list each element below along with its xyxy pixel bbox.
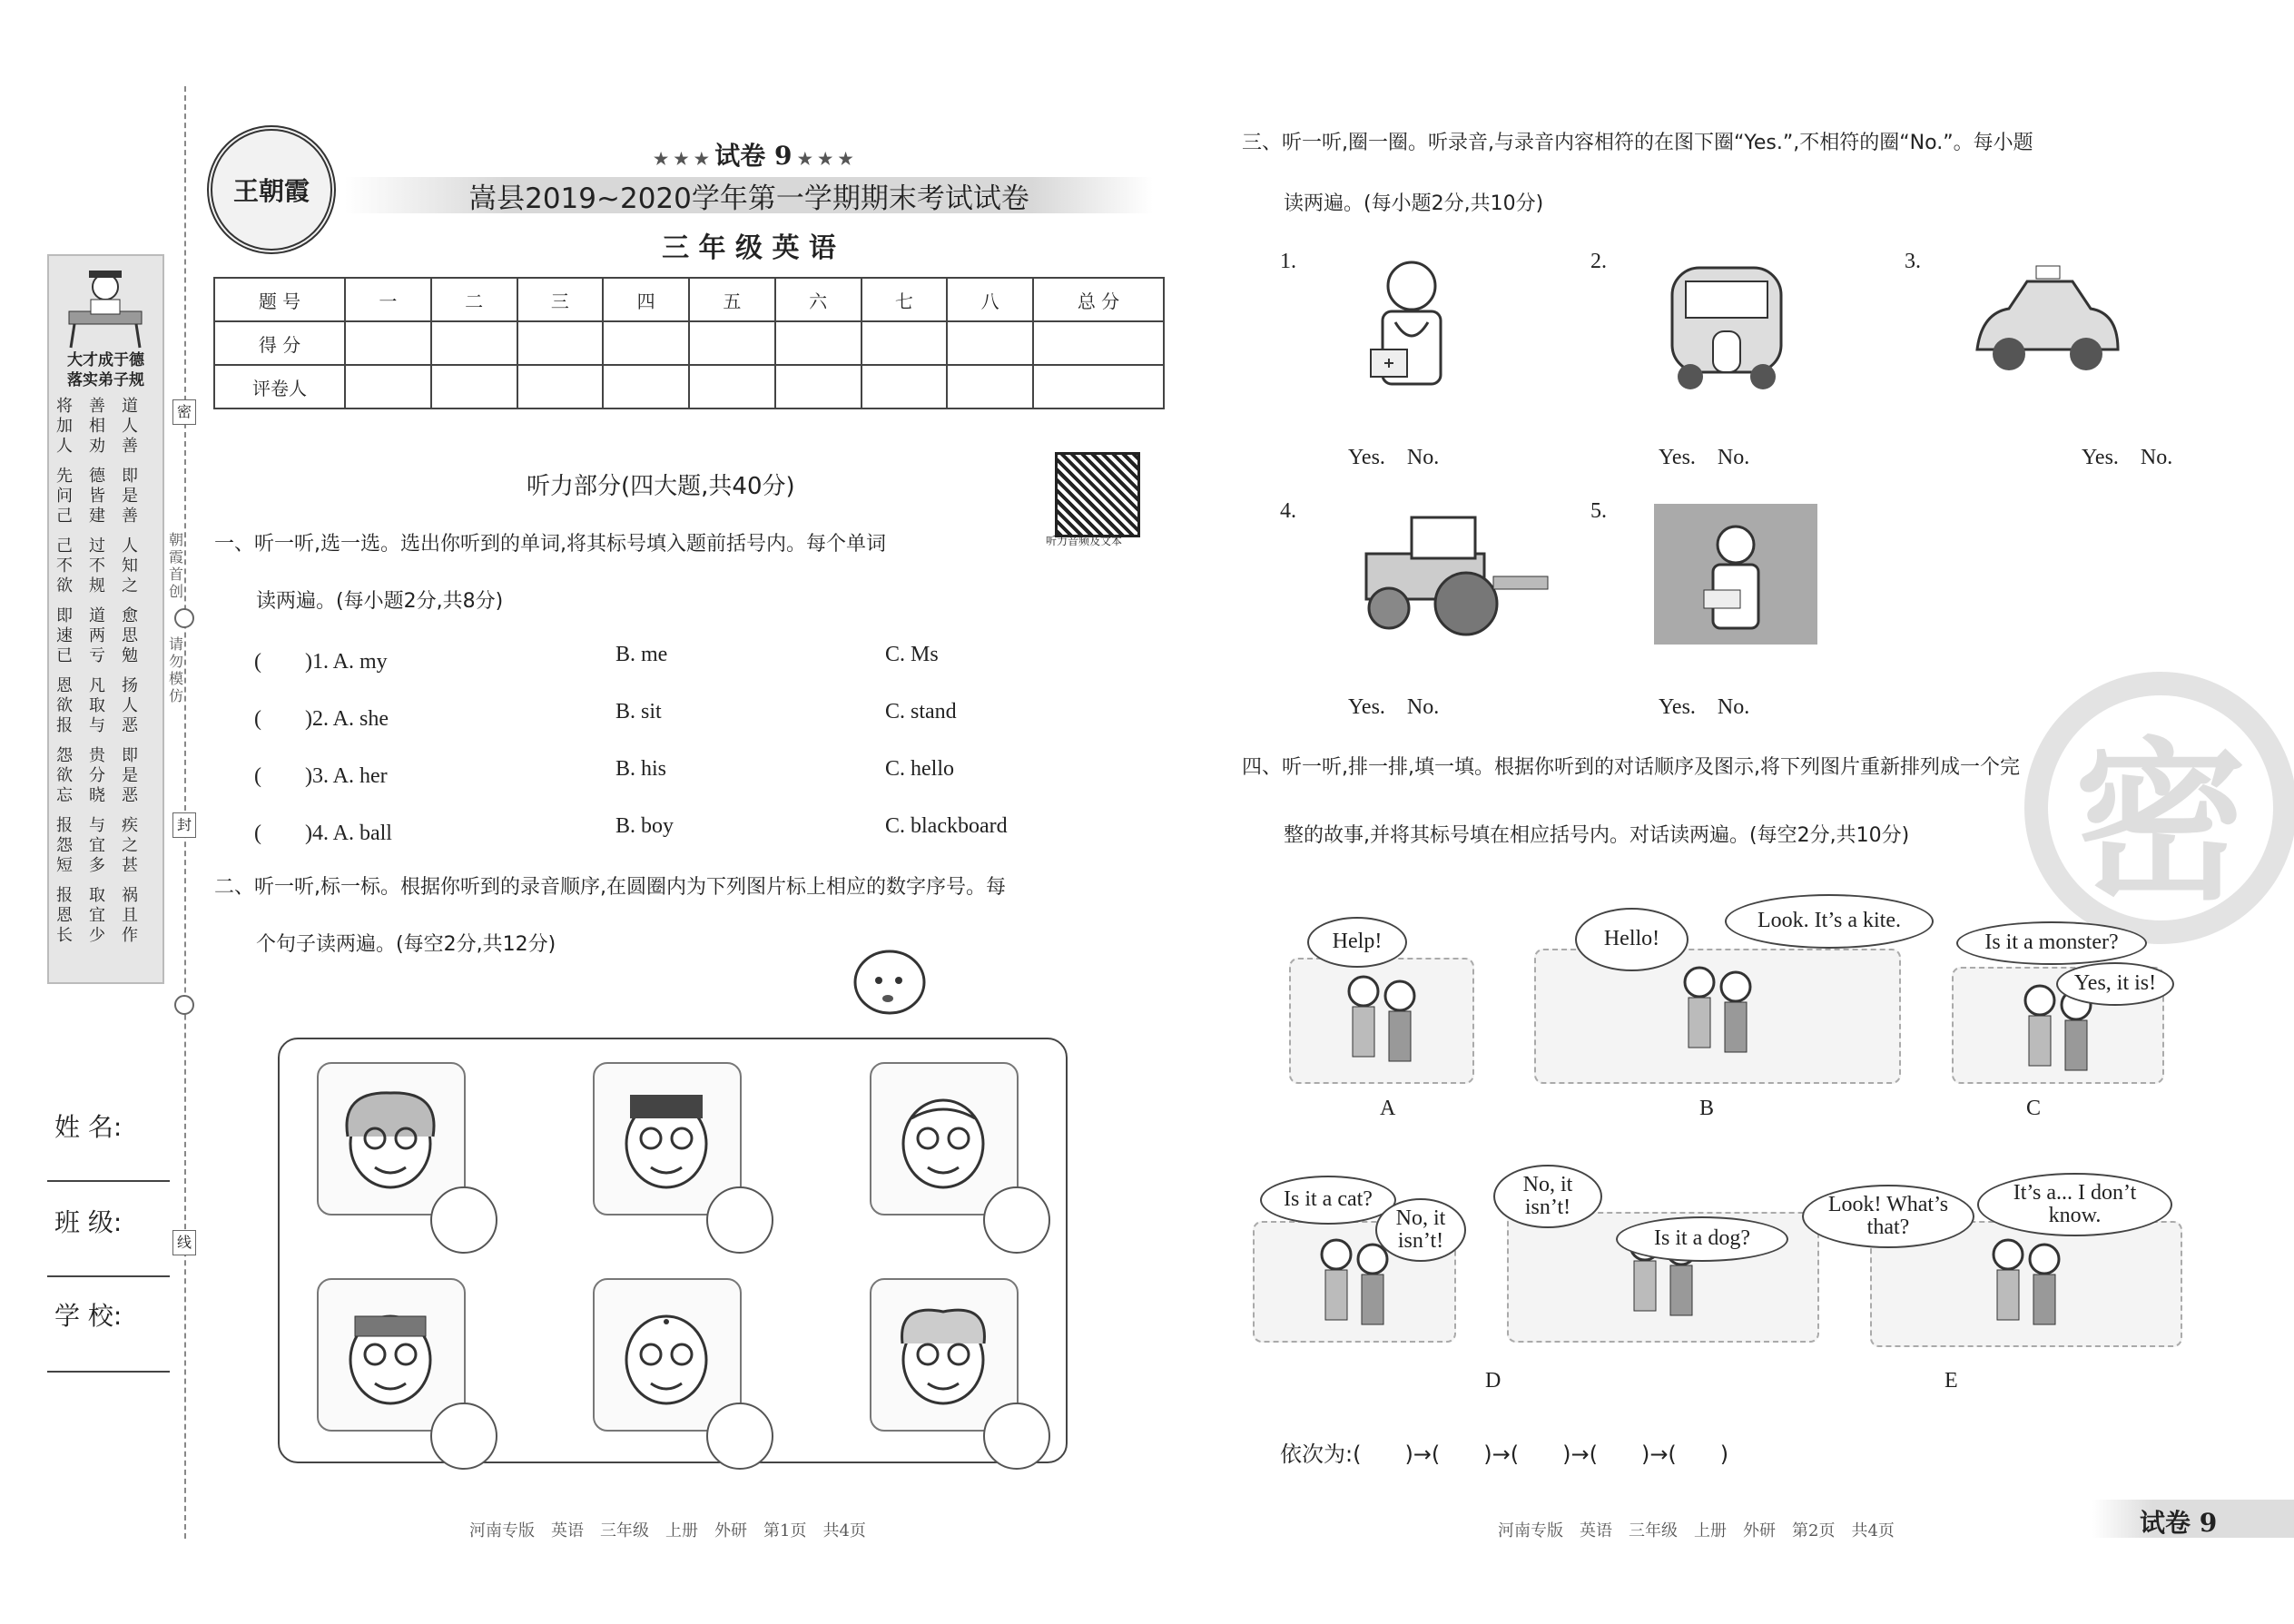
section2-instruction: 二、听一听,标一标。根据你听到的录音顺序,在圆圈内为下列图片标上相应的数字序号。每 xyxy=(214,876,1006,899)
poem-column: 过不规 xyxy=(89,536,105,595)
section1-instruction-2: 读两遍。(每小题2分,共8分) xyxy=(256,590,504,613)
speech-bubble: Look! What’s that? xyxy=(1802,1185,1974,1248)
grader-cell[interactable] xyxy=(345,365,431,408)
section3-instruction: 三、听一听,圈一圈。听录音,与录音内容相符的在图下圈“Yes.”,不相符的圈“No.”。每小题 xyxy=(1242,132,2033,154)
publisher-logo xyxy=(207,125,336,254)
score-row-label: 得 分 xyxy=(214,321,345,365)
speech-bubble: Yes, it is! xyxy=(2056,962,2174,1006)
paper-number: ★ ★ ★ 试卷 9 ★ ★ ★ xyxy=(654,141,853,171)
s3-item-2-number: 2. xyxy=(1590,250,1607,273)
poem-column: 道两亏 xyxy=(89,606,105,665)
poem-column: 将加人 xyxy=(56,397,73,456)
poem-column: 己不欲 xyxy=(56,536,73,595)
s1-item-3-a[interactable]: ( )3. A. her xyxy=(254,764,388,788)
poem-column: 人知之 xyxy=(122,536,138,595)
exam-title: 嵩县2019~2020学年第一学期期末考试试卷 xyxy=(468,182,1029,215)
kids-icon xyxy=(1336,969,1427,1072)
person-icon xyxy=(322,1289,458,1420)
section4-instruction-2: 整的故事,并将其标号填在相应括号内。对话读两遍。(每空2分,共10分) xyxy=(1284,824,1910,847)
s1-item-3-b: B. his xyxy=(615,757,667,781)
score-cell[interactable] xyxy=(689,321,775,365)
footer-left: 河南专版 英语 三年级 上册 外研 第1页 共4页 xyxy=(469,1521,866,1540)
footer-right: 河南专版 英语 三年级 上册 外研 第2页 共4页 xyxy=(1498,1521,1895,1540)
qr-code[interactable] xyxy=(1055,452,1140,537)
poem-column: 与宜多 xyxy=(89,816,105,875)
fold-mark-1: 密 xyxy=(172,399,196,425)
sidebar-dot-icon xyxy=(174,608,194,628)
grader-cell[interactable] xyxy=(947,365,1033,408)
poem-column: 扬人恶 xyxy=(122,676,138,735)
answer-circle[interactable] xyxy=(706,1186,773,1254)
poem-column: 恩欲报 xyxy=(56,676,73,735)
score-row xyxy=(214,321,1164,365)
grader-cell[interactable] xyxy=(861,365,948,408)
s1-item-1-b: B. me xyxy=(615,643,668,666)
score-header-cell: 题 号 xyxy=(214,278,345,321)
story-picture xyxy=(1289,958,1474,1084)
story-label-B: B xyxy=(1699,1097,1715,1120)
section4-instruction: 四、听一听,排一排,填一填。根据你听到的对话顺序及图示,将下列图片重新排列成一个完 xyxy=(1242,756,2020,779)
poem-column: 凡取与 xyxy=(89,676,105,735)
school-field[interactable] xyxy=(47,1371,170,1373)
grader-cell[interactable] xyxy=(431,365,517,408)
score-cell[interactable] xyxy=(1033,321,1164,365)
score-header-cell: 三 xyxy=(517,278,604,321)
doctor-icon xyxy=(1339,250,1484,399)
poem-column: 善相劝 xyxy=(89,397,105,456)
s3-item-4-yes-no[interactable]: Yes. No. xyxy=(1348,695,1440,719)
answer-line: 依次为:( )→( )→( )→( )→( ) xyxy=(1280,1442,1729,1467)
score-cell[interactable] xyxy=(345,321,431,365)
score-table-header-row xyxy=(214,278,1164,321)
score-table xyxy=(213,277,1165,409)
score-cell[interactable] xyxy=(861,321,948,365)
s3-item-5-yes-no[interactable]: Yes. No. xyxy=(1659,695,1750,719)
grader-cell[interactable] xyxy=(775,365,861,408)
class-label: 班 级: xyxy=(54,1207,123,1237)
answer-circle[interactable] xyxy=(983,1403,1050,1470)
teacher-icon xyxy=(1649,499,1822,653)
person-icon xyxy=(875,1073,1011,1204)
speech-bubble: Help! xyxy=(1307,917,1407,968)
poem-column: 道人善 xyxy=(122,397,138,456)
section1-instruction: 一、听一听,选一选。选出你听到的单词,将其标号填入题前括号内。每个单词 xyxy=(214,533,886,556)
motto-top: 大才成于德 xyxy=(67,351,144,369)
badge-text: 试卷 9 xyxy=(2140,1508,2218,1538)
copyright-note-1: 朝霞首创 xyxy=(169,531,184,600)
person-icon xyxy=(875,1289,1011,1420)
speech-bubble: Is it a monster? xyxy=(1956,921,2147,965)
poem-column: 疾之甚 xyxy=(122,816,138,875)
poem-column: 即是恶 xyxy=(122,746,138,805)
sidebar-dot-icon xyxy=(174,995,194,1015)
logo-text: 王朝霞 xyxy=(232,176,310,206)
motto-bottom: 落实弟子规 xyxy=(67,371,144,389)
s1-item-1-c: C. Ms xyxy=(885,643,939,666)
paper-badge xyxy=(2092,1500,2294,1538)
person-icon xyxy=(322,1073,458,1204)
s3-item-3-number: 3. xyxy=(1905,250,1921,273)
copyright-note-2: 请勿模仿 xyxy=(169,635,184,704)
exam-subtitle: 三 年 级 英 语 xyxy=(662,232,836,264)
tractor-icon xyxy=(1339,499,1557,648)
poem-column: 取宜少 xyxy=(89,886,105,945)
poem-column: 德皆建 xyxy=(89,467,105,526)
s3-item-5-number: 5. xyxy=(1590,499,1607,523)
score-header-cell: 总 分 xyxy=(1033,278,1164,321)
speech-bubble: No, it isn’t! xyxy=(1375,1198,1466,1262)
poem-column: 即速已 xyxy=(56,606,73,665)
section3-instruction-2: 读两遍。(每小题2分,共10分) xyxy=(1284,192,1544,215)
poem-column: 祸且作 xyxy=(122,886,138,945)
qr-caption: 听力音频及文本 xyxy=(1046,535,1123,547)
speech-bubble: Look. It’s a kite. xyxy=(1725,894,1934,949)
grader-cell[interactable] xyxy=(1033,365,1164,408)
grader-row-label: 评卷人 xyxy=(214,365,345,408)
score-header-cell: 七 xyxy=(861,278,948,321)
speech-bubble: It’s a... I don’t know. xyxy=(1977,1173,2172,1236)
s1-item-2-a[interactable]: ( )2. A. she xyxy=(254,707,389,731)
s3-item-4-number: 4. xyxy=(1280,499,1296,523)
score-header-cell: 八 xyxy=(947,278,1033,321)
name-label: 姓 名: xyxy=(54,1112,123,1142)
score-cell[interactable] xyxy=(431,321,517,365)
poem-column: 先问己 xyxy=(56,467,73,526)
s1-item-4-a[interactable]: ( )4. A. ball xyxy=(254,822,392,845)
poem-column: 报恩长 xyxy=(56,886,73,945)
person-icon xyxy=(598,1289,734,1420)
grader-cell[interactable] xyxy=(603,365,689,408)
s3-item-3-yes-no[interactable]: Yes. No. xyxy=(2082,446,2173,469)
s3-item-1-yes-no[interactable]: Yes. No. xyxy=(1348,446,1440,469)
poem-column: 报怨短 xyxy=(56,816,73,875)
kids-icon xyxy=(1672,960,1763,1063)
watermark: 密 xyxy=(2024,672,2294,944)
speech-bubble: Hello! xyxy=(1575,908,1689,971)
score-cell[interactable] xyxy=(603,321,689,365)
answer-circle[interactable] xyxy=(430,1403,497,1470)
score-header-cell: 一 xyxy=(345,278,431,321)
poem-column: 贵分晓 xyxy=(89,746,105,805)
s1-item-1-a[interactable]: ( )1. A. my xyxy=(254,650,388,674)
score-cell[interactable] xyxy=(947,321,1033,365)
grader-row xyxy=(214,365,1164,408)
s1-item-2-c: C. stand xyxy=(885,700,957,723)
s1-item-4-b: B. boy xyxy=(615,814,674,838)
speech-bubble: No, it isn’t! xyxy=(1493,1165,1602,1228)
story-label-D: D xyxy=(1485,1369,1501,1393)
answer-circle[interactable] xyxy=(706,1403,773,1470)
score-cell[interactable] xyxy=(517,321,604,365)
story-label-C: C xyxy=(2026,1097,2042,1120)
fold-mark-3: 线 xyxy=(172,1230,196,1255)
car-icon xyxy=(1964,250,2127,399)
grader-cell[interactable] xyxy=(689,365,775,408)
speech-bubble: Is it a cat? xyxy=(1260,1176,1396,1225)
kids-icon xyxy=(1981,1232,2072,1335)
poem-column: 即是善 xyxy=(122,467,138,526)
listening-heading: 听力部分(四大题,共40分) xyxy=(527,473,795,500)
grader-cell[interactable] xyxy=(517,365,604,408)
story-picture xyxy=(1534,949,1901,1084)
poem-column: 愈思勉 xyxy=(122,606,138,665)
s3-item-1-number: 1. xyxy=(1280,250,1296,273)
sidebar-motto-panel xyxy=(47,254,164,984)
section2-instruction-2: 个句子读两遍。(每空2分,共12分) xyxy=(256,933,556,956)
s1-item-4-c: C. blackboard xyxy=(885,814,1008,838)
story-label-A: A xyxy=(1380,1097,1396,1120)
s1-item-3-c: C. hello xyxy=(885,757,954,781)
s1-item-2-b: B. sit xyxy=(615,700,662,723)
score-header-cell: 六 xyxy=(775,278,861,321)
score-header-cell: 四 xyxy=(603,278,689,321)
poem-column: 怨欲忘 xyxy=(56,746,73,805)
name-field[interactable] xyxy=(47,1180,170,1182)
person-icon xyxy=(598,1073,734,1204)
s3-item-2-yes-no[interactable]: Yes. No. xyxy=(1659,446,1750,469)
score-header-cell: 二 xyxy=(431,278,517,321)
speech-bubble: Is it a dog? xyxy=(1616,1216,1788,1262)
bus-icon xyxy=(1649,250,1795,399)
school-label: 学 校: xyxy=(54,1301,123,1331)
story-label-E: E xyxy=(1944,1369,1958,1393)
bald-boy-icon xyxy=(835,944,935,1026)
class-field[interactable] xyxy=(47,1275,170,1277)
score-header-cell: 五 xyxy=(689,278,775,321)
scholar-icon xyxy=(51,261,160,352)
answer-circle[interactable] xyxy=(983,1186,1050,1254)
fold-mark-2: 封 xyxy=(172,812,196,838)
score-cell[interactable] xyxy=(775,321,861,365)
answer-circle[interactable] xyxy=(430,1186,497,1254)
